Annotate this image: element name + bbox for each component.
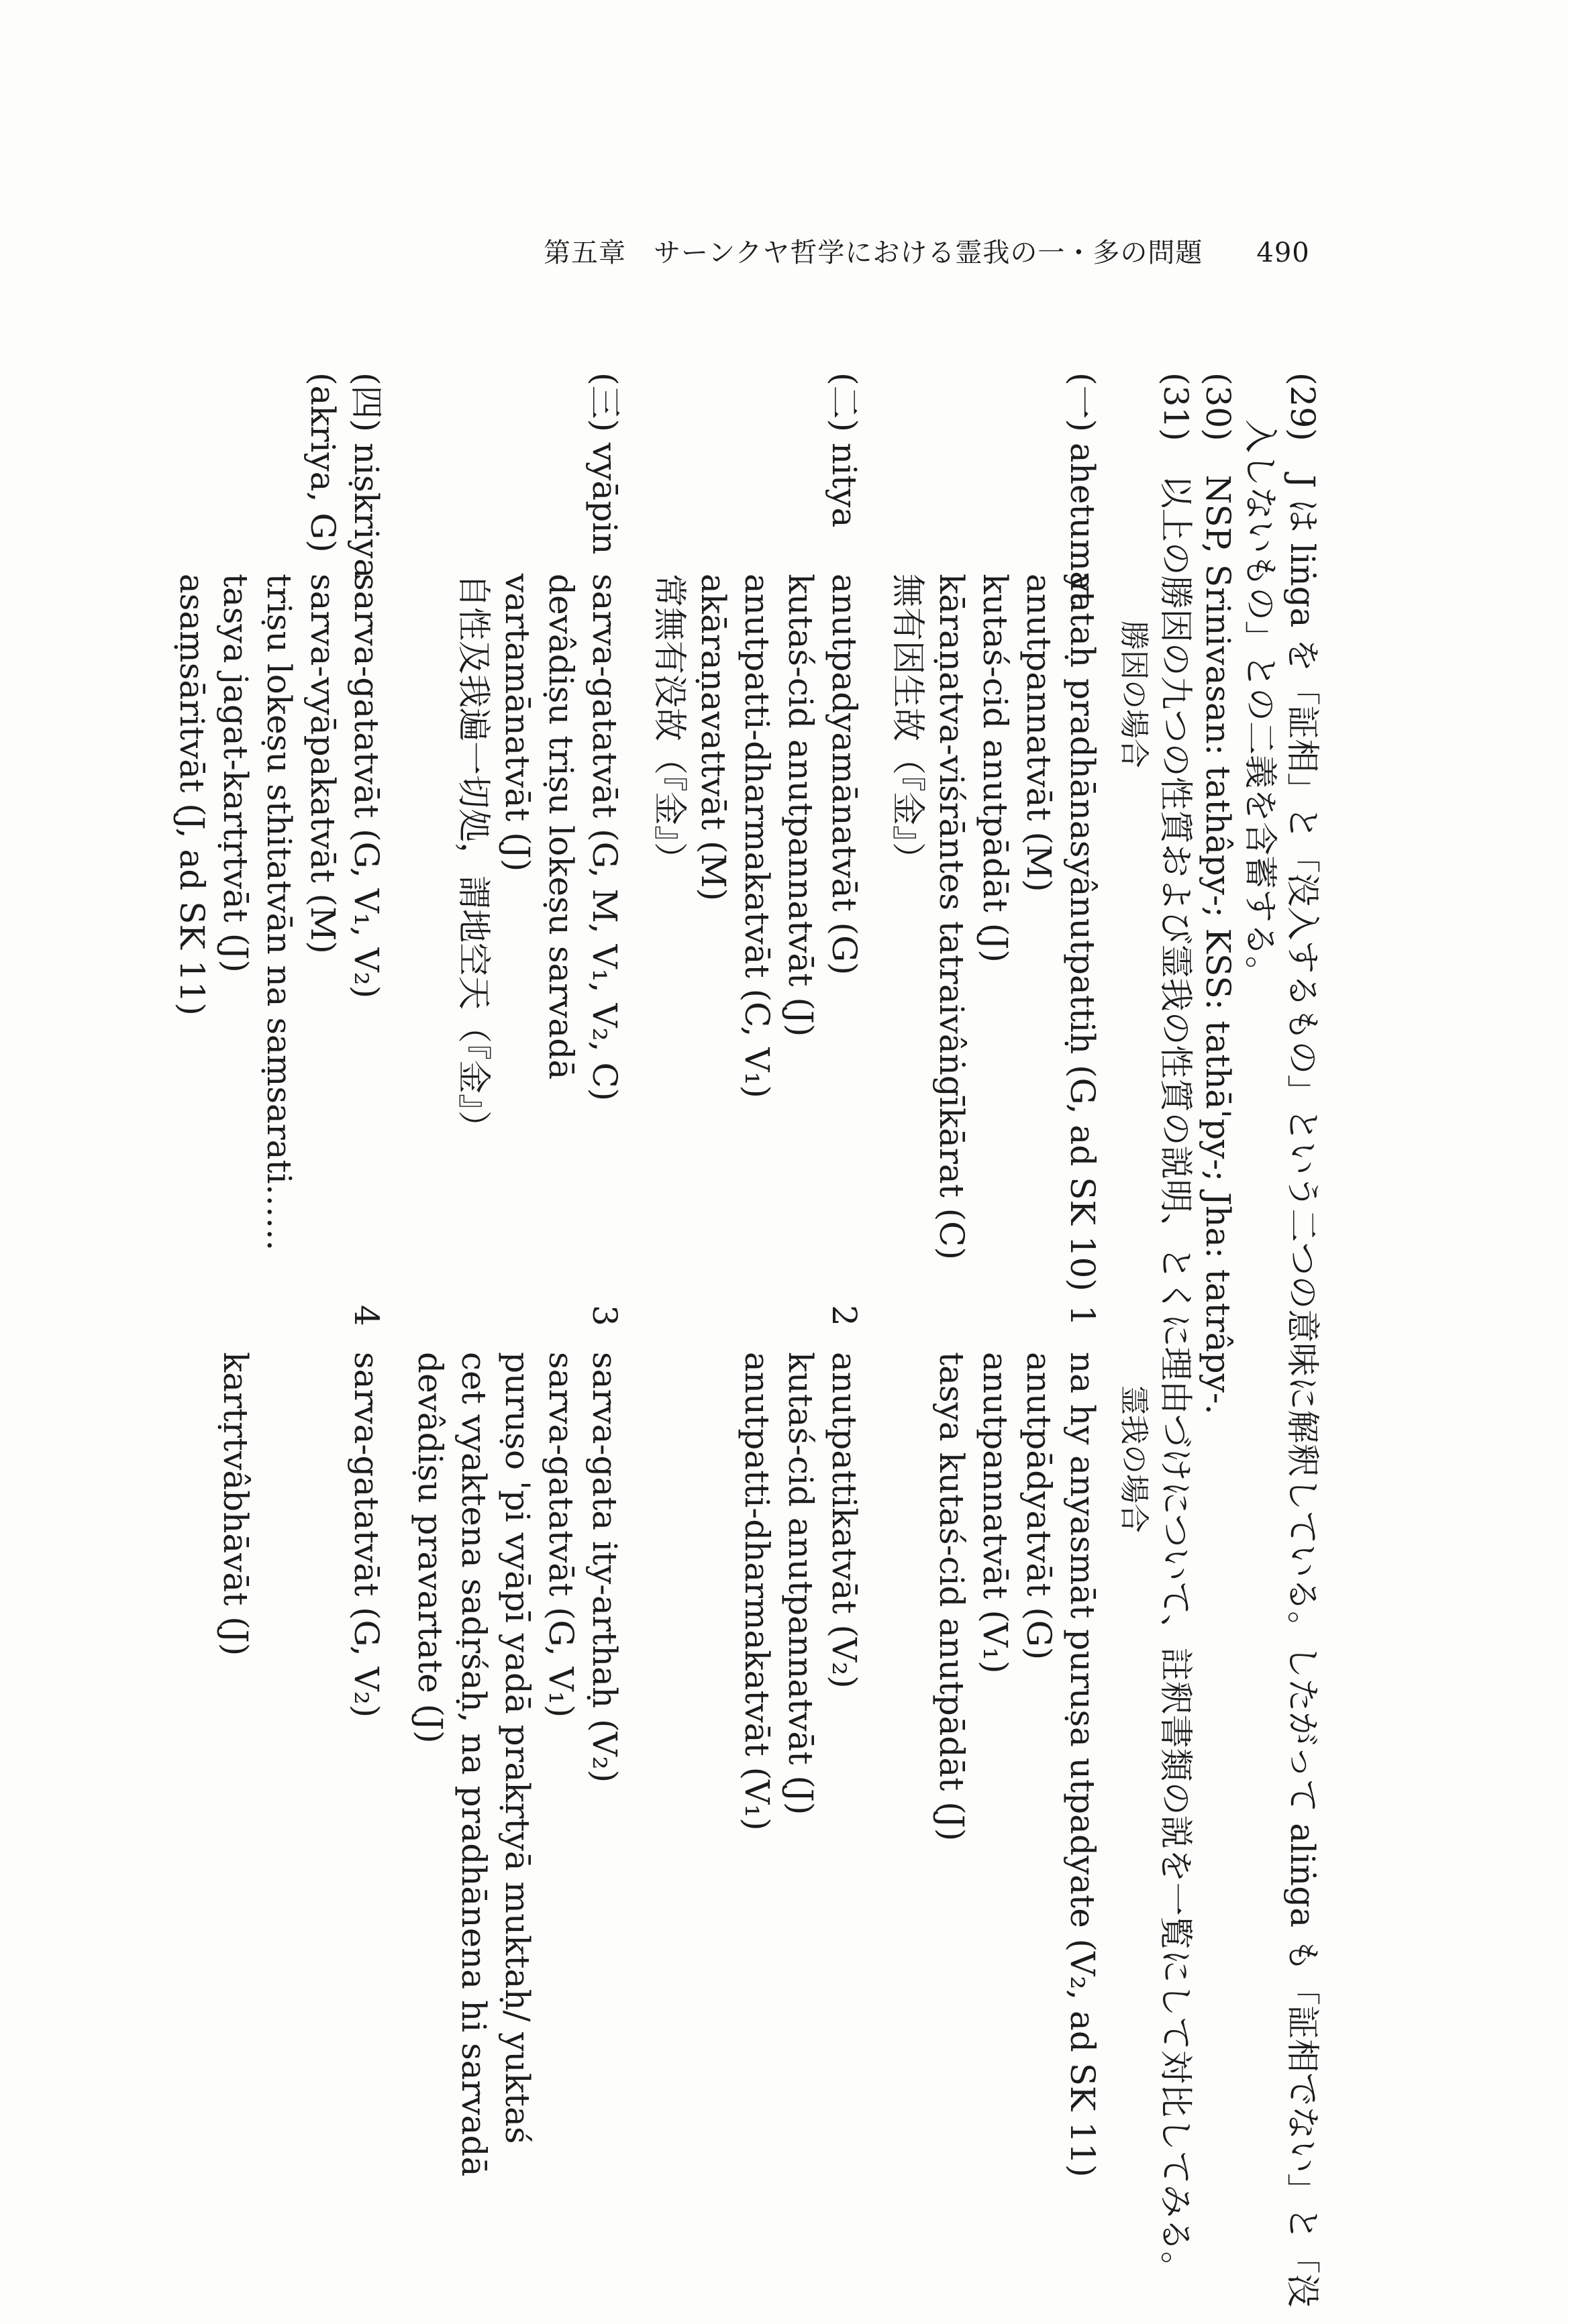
- note-29-line-1: (29) J は liṅga を「証相」と「没入するもの」という二つの意味に解釈している。したがって aliṅga も「証相でない」と「没: [1283, 372, 1322, 2307]
- purusa-heading: 霊我の場合: [1117, 1385, 1151, 1533]
- row-left-text: akāraṇavattvāt (M): [694, 574, 733, 902]
- row-right-text: sarva-gata ity-arthaḥ (V₂): [585, 1352, 624, 1783]
- note-30: (30) NSP, Srinivasan: tathâpy-; KSS: tathā'py-; Jha: tatrâpy-.: [1199, 372, 1237, 1415]
- row-left-text: sarva-gatatvāt (G, M, V₁, V₂, C): [585, 574, 624, 1102]
- row-right-label: 2: [825, 1305, 864, 1326]
- row-left-text: sarva-vyāpakatvāt (M): [303, 574, 342, 954]
- row-left-text: kutaś-cid anutpādāt (J): [976, 574, 1015, 963]
- row-right-label: 3: [585, 1305, 624, 1326]
- row-left-text: kutaś-cid anutpannatvāt (J): [781, 574, 820, 1037]
- row-left-label: (二) nitya: [825, 372, 864, 528]
- row-right-text: sarva-gatatvāt (G, V₂): [347, 1352, 386, 1718]
- row-left-text: 自性及我遍一切処，謂地空天（『金』）: [454, 574, 493, 1144]
- row-right-text: devâdiṣu pravartate (J): [411, 1352, 450, 1744]
- running-header: [544, 231, 1310, 270]
- row-left-text: kāraṇatva-viśrāntes tatraivâṅgīkārat (C): [932, 574, 971, 1260]
- row-right-text: puruṣo 'pi vyāpī yadā prakṛtyā muktaḥ/ yuktaś: [498, 1352, 537, 2144]
- row-right-text: tasya kutaś-cid anutpādāt (J): [932, 1352, 971, 1842]
- rotated-body: [47, 372, 1322, 2318]
- row-left-text: anutpatti-dharmakatvāt (C, V₁): [738, 574, 776, 1099]
- row-left-text: anutpannatvāt (M): [1019, 574, 1058, 892]
- row-left-text: anutpadyamānatvāt (G): [825, 574, 864, 975]
- chapter-title: 第五章 サーンクヤ哲学における霊我の一・多の問題: [544, 237, 1203, 268]
- note-29-line-2: 入しないもの」との二義を含蓄する。: [1241, 419, 1280, 990]
- row-right-text: sarva-gatatvāt (G, V₁): [542, 1352, 580, 1718]
- row-left-text: asaṃsāritvāt (J, ad SK 11): [172, 574, 211, 1016]
- row-right-text: anutpatti-dharmakatvāt (V₁): [738, 1352, 776, 1831]
- row-right-text: kutaś-cid anutpannatvāt (J): [781, 1352, 820, 1815]
- row-left-text: sarva-gatatvāt (G, V₁, V₂): [347, 574, 386, 999]
- row-right-label: 4: [347, 1305, 386, 1326]
- row-right-text: cet vyaktena sadṛśaḥ, na pradhānena hi sarvadā: [454, 1352, 493, 2177]
- row-left-label: (四) niṣkriya: [347, 372, 386, 579]
- row-left-label: (三) vyāpin: [585, 372, 624, 555]
- row-left-text: tasya jagat-kartṛtvāt (J): [216, 574, 255, 973]
- row-left-text: triṣu lokeṣu sthitatvān na saṃsarati……: [260, 574, 299, 1251]
- note-31: (31) 以上の勝因の九つの性質および霊我の性質の説明、とくに理由づけについて、註釈書類の説を一覧にして対比してみる。: [1156, 372, 1195, 2285]
- row-right-text: anutpattikatvāt (V₂): [825, 1352, 864, 1689]
- row-right-text: kartṛtvâbhāvāt (J): [216, 1352, 255, 1656]
- row-right-text: anutpādyatvāt (G): [1019, 1352, 1058, 1660]
- row-left-text: vartamānatvāt (J): [498, 574, 537, 872]
- row-right-label: 1: [1063, 1305, 1102, 1326]
- row-left-text: 常無有没故（『金』）: [650, 574, 689, 876]
- row-left-label: (akriya, G): [303, 372, 342, 553]
- row-right-text: anutpannatvāt (V₁): [976, 1352, 1015, 1674]
- pradhana-heading: 勝因の場合: [1117, 621, 1151, 768]
- row-left-text: 無有因生故（『金』）: [889, 574, 927, 876]
- row-right-text: na hy anyasmāt puruṣa utpadyate (V₂, ad SK 11): [1063, 1352, 1102, 2178]
- row-left-label: (一) ahetumat: [1063, 372, 1102, 605]
- page-number: 490: [1256, 237, 1310, 268]
- row-left-text: devâdiṣu triṣu lokeṣu sarvadā: [542, 574, 580, 1080]
- row-left-text: yataḥ pradhānasyânutpattiḥ (G, ad SK 10): [1063, 574, 1102, 1291]
